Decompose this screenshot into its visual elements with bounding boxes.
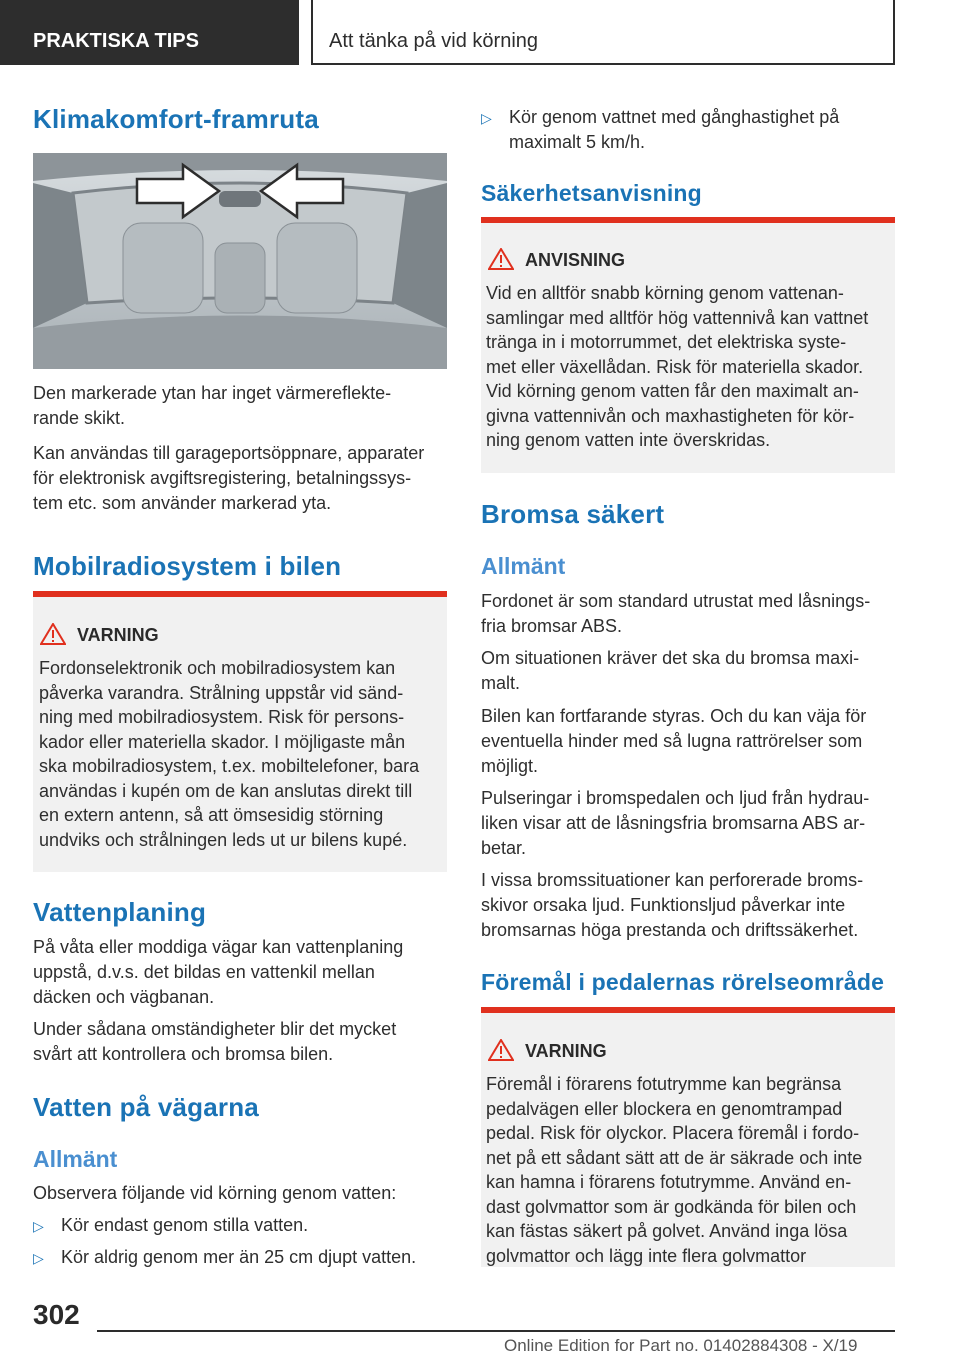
- vatten-bullet-1: Kör endast genom stilla vatten.: [61, 1215, 309, 1235]
- section-tab: PRAKTISKA TIPS: [0, 0, 299, 65]
- bullet-marker: ▷: [33, 1250, 44, 1266]
- bromsa-p5: I vissa bromssituationer kan perforerade broms- skivor orsaka ljud. Funktionsljud påverkar inte bromsarnas höga prestanda och driftssäkerhet.: [481, 870, 864, 940]
- car-interior-illustration: [33, 153, 447, 369]
- sakerhet-heading: Säkerhetsanvisning: [481, 180, 702, 206]
- vattenplaning-heading: Vattenplaning: [33, 897, 207, 927]
- klimakomfort-p2: Kan användas till garageportsöppnare, apparater för elektronisk avgiftsregistering, betalningssys- tem etc. som använder markerad yta.: [33, 443, 425, 513]
- sakerhet-notice-box: [481, 217, 895, 473]
- klimakomfort-heading: Klimakomfort-framruta: [33, 104, 319, 134]
- notice-text: Vid en alltför snabb körning genom vattenan- samlingar med alltför hög vattennivå kan vattnet tränga in i motorrummet, det elektriska syste- met eller växellådan. Risk för materiella skador. Vid körning genom vatten får den maximalt an- givna vattennivån och maxhastigheten för kör- ning genom vatten inte överskridas.: [486, 283, 869, 450]
- notice-label: ANVISNING: [525, 250, 626, 270]
- foremal-heading: Föremål i pedalernas rörelseområde: [481, 969, 885, 995]
- bromsa-p4: Pulseringar i bromspedalen och ljud från hydrau- liken visar att de låsningsfria bromsarna ABS ar- betar.: [481, 788, 870, 858]
- warning-text: Föremål i förarens fotutrymme kan begränsa pedalvägen eller blockera en genomtrampad pedal. Risk för olyckor. Placera föremål i fordo- net på ett sådant sätt att de är säkrade och inte kan hamna i förarens fotutrymme. Använd en- dast golvmattor som är godkända för bilen och kan fästas säkert på golvet. Använd inga lösa golvmattor och lägg inte flera golvmattor: [486, 1074, 863, 1266]
- windscreen-photo: [33, 153, 447, 369]
- page-header: [0, 0, 960, 66]
- foremal-warning-box: [481, 1007, 895, 1267]
- vatten-intro: Observera följande vid körning genom vatten:: [33, 1183, 397, 1203]
- mobil-warning-box: [33, 591, 447, 872]
- online-edition-note: Online Edition for Part no. 01402884308 - X/19: [504, 1336, 858, 1355]
- vatten-subheading: Allmänt: [33, 1146, 118, 1172]
- warning-triangle-icon: [488, 248, 514, 270]
- bullet-marker: ▷: [481, 110, 492, 126]
- bromsa-heading: Bromsa säkert: [481, 499, 665, 529]
- warning-label: VARNING: [77, 625, 159, 645]
- vattenplaning-p2: Under sådana omständigheter blir det mycket svårt att kontrollera och bromsa bilen.: [33, 1019, 397, 1064]
- page-number: 302: [33, 1299, 80, 1330]
- warning-triangle-icon: [40, 623, 66, 645]
- bromsa-subheading: Allmänt: [481, 553, 566, 579]
- bullet-marker: ▷: [33, 1218, 44, 1234]
- vattenplaning-p1: På våta eller moddiga vägar kan vattenplaning uppstå, d.v.s. det bildas en vattenkil mellan däcken och vägbanan.: [33, 937, 404, 1007]
- warning-triangle-icon: [488, 1039, 514, 1061]
- vatten-bullet-3: Kör genom vattnet med gånghastighet på maximalt 5 km/h.: [509, 107, 840, 152]
- vatten-heading: Vatten på vägarna: [33, 1092, 259, 1122]
- bromsa-p1: Fordonet är som standard utrustat med låsnings- fria bromsar ABS.: [481, 591, 871, 636]
- klimakomfort-p1: Den markerade ytan har inget värmereflekte- rande skikt.: [33, 383, 392, 428]
- footer-rule: [97, 1330, 895, 1332]
- bromsa-p3: Bilen kan fortfarande styras. Och du kan väja för eventuella hinder med så lugna rattrörelser som möjligt.: [481, 706, 867, 776]
- warning-label: VARNING: [525, 1041, 607, 1061]
- bromsa-p2: Om situationen kräver det ska du bromsa maxi- malt.: [481, 648, 860, 693]
- mobil-heading: Mobilradiosystem i bilen: [33, 551, 342, 581]
- chapter-title: Att tänka på vid körning: [311, 0, 895, 65]
- warning-text: Fordonselektronik och mobilradiosystem kan påverka varandra. Strålning uppstår vid sänd- ning med mobilradiosystem. Risk för persons- kador eller materiella skador. I möjligaste mån ska mobilradiosystem, t.ex. mobiltelefoner, bara användas i kupén om de kan anslutas direkt till en extern antenn, så att ömsesidig störning undviks och strålningen leds ut ur bilens kupé.: [39, 658, 420, 850]
- vatten-bullet-2: Kör aldrig genom mer än 25 cm djupt vatten.: [61, 1247, 417, 1267]
